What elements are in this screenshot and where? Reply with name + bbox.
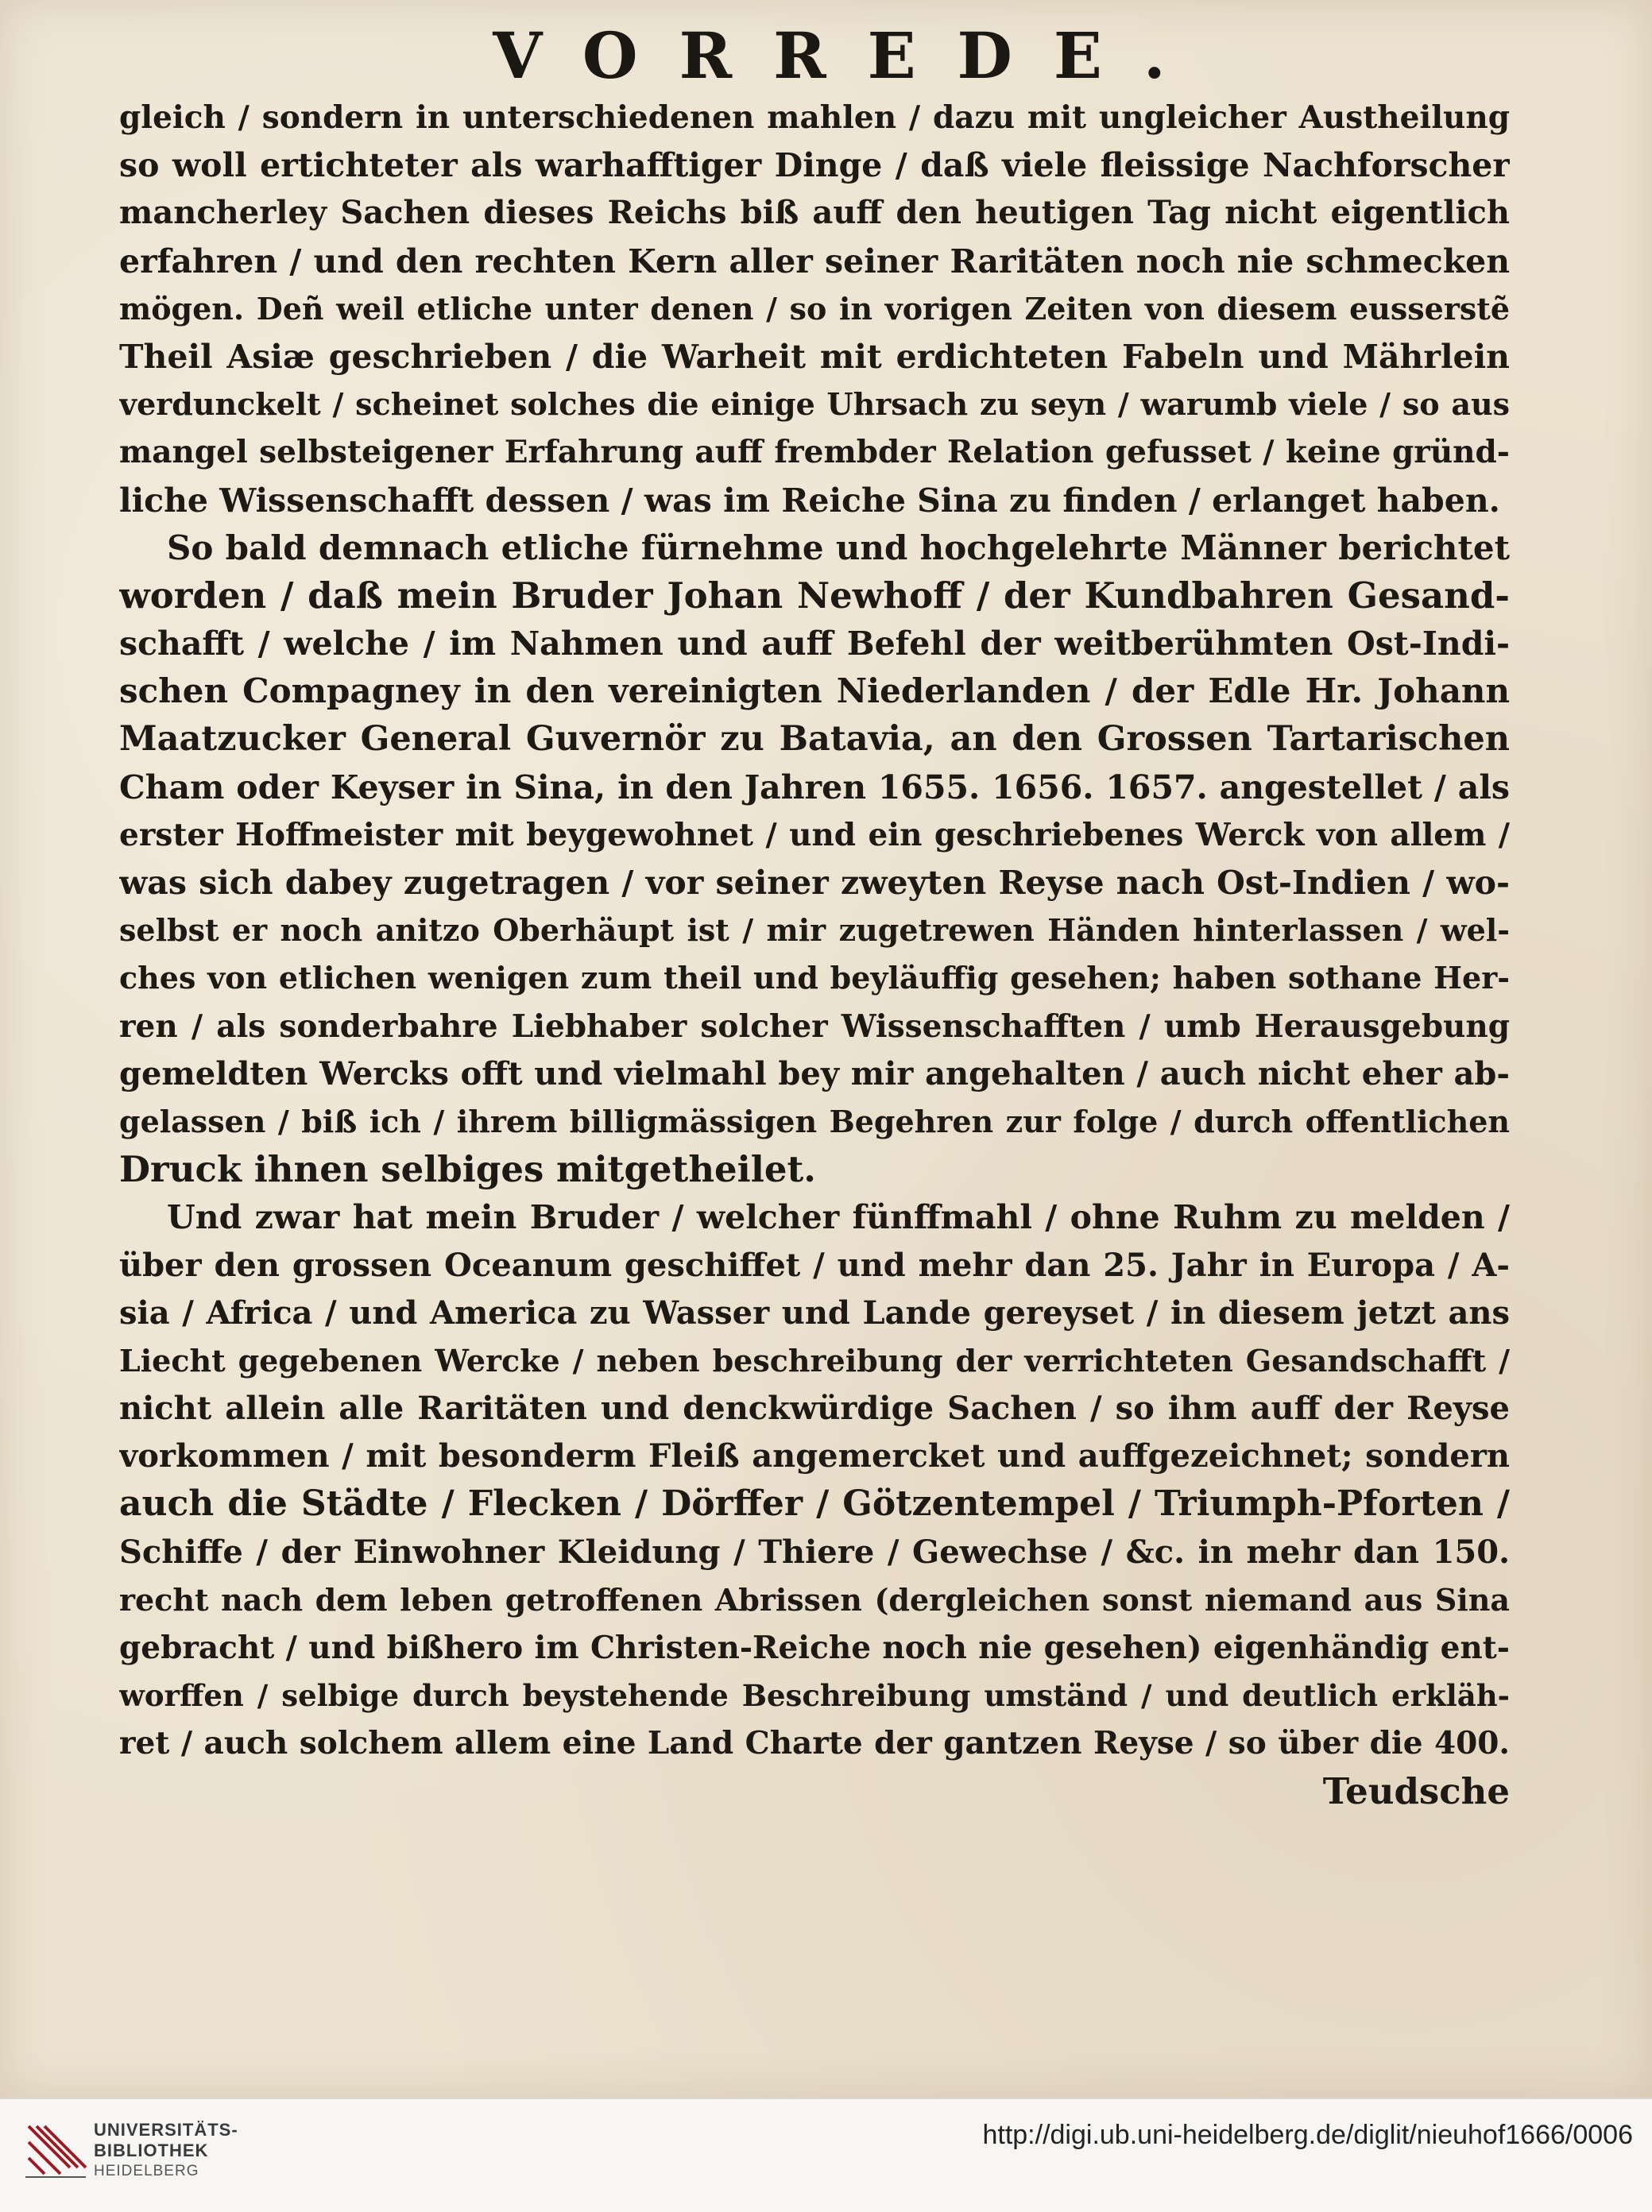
text-line: so woll ertichteter als warhafftiger Dinge / daß viele fleissige Nachforscher	[119, 146, 1510, 185]
text-line: schafft / welche / im Nahmen und auff Befehl der weitberühmten Ost-Indi-	[119, 625, 1510, 663]
text-line: gebracht / und bißhero im Christen-Reiche noch nie gesehen) eigenhändig ent-	[119, 1630, 1510, 1666]
source-url[interactable]: http://digi.ub.uni-heidelberg.de/diglit/nieuhof1666/0006	[982, 2120, 1633, 2150]
text-line: verdunckelt / scheinet solches die einige Uhrsach zu seyn / warumb viele / so aus	[119, 386, 1510, 423]
text-line: nicht allein alle Raritäten und denckwürdige Sachen / so ihm auff der Reyse	[119, 1390, 1510, 1428]
text-line: recht nach dem leben getroffenen Abrissen (dergleichen sonst niemand aus Sina	[119, 1581, 1510, 1618]
text-line: ret / auch solchem allem eine Land Charte der gantzen Reyse / so über die 400.	[119, 1725, 1510, 1762]
text-line: gemeldten Wercks offt und vielmahl bey mir angehalten / auch nicht eher ab-	[119, 1054, 1510, 1092]
text-line: mancherley Sachen dieses Reichs biß auff den heutigen Tag nicht eigentlich	[119, 194, 1510, 232]
text-line: worden / daß mein Bruder Johan Newhoff / der Kundbahren Gesand-	[119, 574, 1510, 617]
text-line: mangel selbsteigener Erfahrung auff frembder Relation gefusset / keine gründ-	[119, 434, 1510, 471]
library-name-line-3: HEIDELBERG	[94, 2163, 199, 2179]
page-header: VORREDE.	[493, 18, 1207, 93]
text-line: ches von etlichen wenigen zum theil und beyläuffig gesehen; haben sothane Her-	[119, 960, 1510, 996]
text-line: über den grossen Oceanum geschiffet / und mehr dan 25. Jahr in Europa / A-	[119, 1246, 1510, 1284]
text-line: Druck ihnen selbiges mitgetheilet.	[119, 1148, 816, 1191]
text-line: mögen. Deñ weil etliche unter denen / so in vorigen Zeiten von diesem eusserstẽ	[119, 290, 1510, 327]
catchword: Teudsche	[1322, 1769, 1510, 1812]
library-name	[94, 2120, 238, 2182]
text-line: erster Hoffmeister mit beygewohnet / und ein geschriebenes Werck von allem /	[119, 816, 1510, 853]
text-line: Maatzucker General Guvernör zu Batavia, an den Grossen Tartarischen	[119, 719, 1510, 760]
text-line: vorkommen / mit besonderm Fleiß angemercket und auffgezeichnet; sondern	[119, 1437, 1510, 1475]
body-text	[119, 94, 1510, 1816]
text-line: auch die Städte / Flecken / Dörffer / Götzentempel / Triumph-Pforten /	[119, 1483, 1510, 1525]
text-line: Und zwar hat mein Bruder / welcher fünffmahl / ohne Ruhm zu melden /	[167, 1198, 1510, 1237]
library-name-line-2: BIBLIOTHEK	[94, 2140, 209, 2160]
text-line: sia / Africa / und America zu Wasser und Lande gereyset / in diesem jetzt ans	[119, 1294, 1510, 1332]
text-line: gelassen / biß ich / ihrem billigmässigen Begehren zur folge / durch offentlichen	[119, 1103, 1510, 1139]
text-line: Schiffe / der Einwohner Kleidung / Thiere / Gewechse / &c. in mehr dan 150.	[119, 1533, 1510, 1571]
text-line: liche Wissenschafft dessen / was im Reiche Sina zu finden / erlanget haben.	[119, 481, 1500, 520]
text-line: Cham oder Keyser in Sina, in den Jahren 1655. 1656. 1657. angestellet / als	[119, 768, 1510, 806]
text-line: was sich dabey zugetragen / vor seiner zweyten Reyse nach Ost-Indien / wo-	[119, 864, 1510, 902]
library-name-line-1: UNIVERSITÄTS-	[94, 2120, 238, 2140]
text-line: Theil Asiæ geschrieben / die Warheit mit erdichteten Fabeln und Mährlein	[119, 337, 1510, 376]
text-line: Liecht gegebenen Wercke / neben beschreibung der verrichteten Gesandschafft /	[119, 1342, 1510, 1379]
text-line: erfahren / und den rechten Kern aller seiner Raritäten noch nie schmecken	[119, 242, 1510, 280]
university-library-logo-icon	[22, 2117, 89, 2183]
text-line: selbst er noch anitzo Oberhäupt ist / mir zugetrewen Händen hinterlassen / wel-	[119, 912, 1510, 949]
footer-bar	[0, 2098, 1652, 2212]
text-line: gleich / sondern in unterschiedenen mahlen / dazu mit ungleicher Austheilung	[119, 99, 1510, 136]
text-line: ren / als sonderbahre Liebhaber solcher Wissenschafften / umb Herausgebung	[119, 1007, 1510, 1045]
text-line: So bald demnach etliche fürnehme und hochgelehrte Männer berichtet	[167, 528, 1510, 567]
text-line: schen Compagney in den vereinigten Niederlanden / der Edle Hr. Johann	[119, 671, 1510, 711]
text-line: worffen / selbige durch beystehende Beschreibung umständ / und deutlich erkläh-	[119, 1678, 1510, 1714]
